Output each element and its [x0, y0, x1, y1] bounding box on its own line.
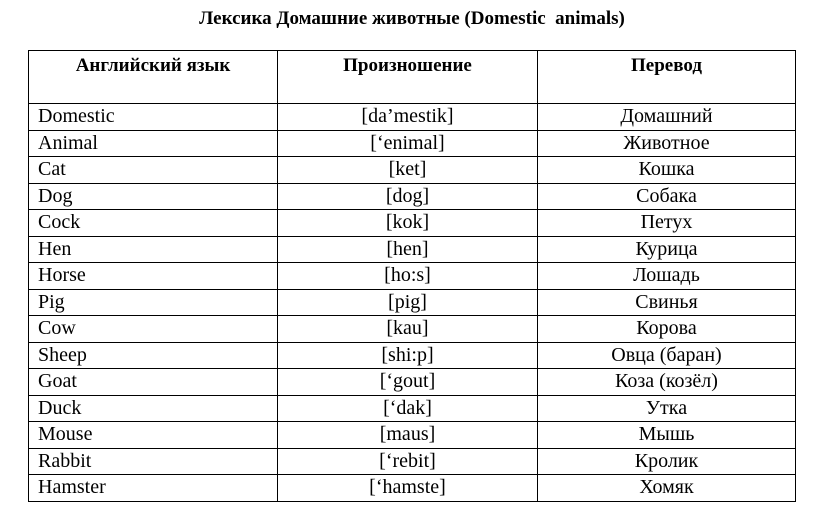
cell-english-word: Animal: [29, 130, 278, 157]
table-row: [29, 475, 796, 502]
header-translation: Перевод: [538, 51, 796, 104]
cell-english-word: Cock: [29, 210, 278, 237]
table-row: [29, 210, 796, 237]
cell-english-word: Duck: [29, 395, 278, 422]
table-header-row: [29, 51, 796, 104]
cell-pronunciation: [maus]: [278, 422, 538, 449]
cell-pronunciation: [pig]: [278, 289, 538, 316]
cell-english-word: Horse: [29, 263, 278, 290]
cell-english-word: Mouse: [29, 422, 278, 449]
cell-pronunciation: [hen]: [278, 236, 538, 263]
cell-pronunciation: [ho:s]: [278, 263, 538, 290]
table-row: [29, 342, 796, 369]
header-pronunciation: Произношение: [278, 51, 538, 104]
cell-translation: Домашний: [538, 104, 796, 131]
table-row: [29, 157, 796, 184]
cell-translation: Курица: [538, 236, 796, 263]
cell-english-word: Rabbit: [29, 448, 278, 475]
cell-translation: Корова: [538, 316, 796, 343]
cell-english-word: Hamster: [29, 475, 278, 502]
cell-translation: Кролик: [538, 448, 796, 475]
header-english: Английский язык: [29, 51, 278, 104]
cell-pronunciation: [da’mestik]: [278, 104, 538, 131]
cell-translation: Свинья: [538, 289, 796, 316]
cell-pronunciation: [‘hamste]: [278, 475, 538, 502]
table-row: [29, 316, 796, 343]
table-row: [29, 448, 796, 475]
cell-translation: Лошадь: [538, 263, 796, 290]
cell-pronunciation: [‘rebit]: [278, 448, 538, 475]
cell-pronunciation: [kau]: [278, 316, 538, 343]
cell-pronunciation: [‘gout]: [278, 369, 538, 396]
cell-english-word: Pig: [29, 289, 278, 316]
cell-translation: Петух: [538, 210, 796, 237]
cell-translation: Животное: [538, 130, 796, 157]
cell-english-word: Goat: [29, 369, 278, 396]
cell-english-word: Hen: [29, 236, 278, 263]
cell-pronunciation: [kok]: [278, 210, 538, 237]
page-title: Лексика Домашние животные (Domestic animals): [199, 8, 625, 29]
table-row: [29, 104, 796, 131]
cell-pronunciation: [‘enimal]: [278, 130, 538, 157]
cell-translation: Мышь: [538, 422, 796, 449]
table-row: [29, 422, 796, 449]
table-row: [29, 289, 796, 316]
cell-english-word: Sheep: [29, 342, 278, 369]
cell-pronunciation: [‘dak]: [278, 395, 538, 422]
cell-pronunciation: [dog]: [278, 183, 538, 210]
cell-english-word: Cow: [29, 316, 278, 343]
vocabulary-table: [28, 50, 796, 502]
table-row: [29, 183, 796, 210]
cell-translation: Овца (баран): [538, 342, 796, 369]
table-row: [29, 369, 796, 396]
cell-translation: Коза (козёл): [538, 369, 796, 396]
cell-english-word: Domestic: [29, 104, 278, 131]
table-row: [29, 263, 796, 290]
cell-translation: Кошка: [538, 157, 796, 184]
cell-english-word: Cat: [29, 157, 278, 184]
cell-translation: Утка: [538, 395, 796, 422]
cell-pronunciation: [shi:p]: [278, 342, 538, 369]
cell-translation: Собака: [538, 183, 796, 210]
table-row: [29, 395, 796, 422]
cell-pronunciation: [ket]: [278, 157, 538, 184]
cell-translation: Хомяк: [538, 475, 796, 502]
table-row: [29, 236, 796, 263]
cell-english-word: Dog: [29, 183, 278, 210]
table-row: [29, 130, 796, 157]
